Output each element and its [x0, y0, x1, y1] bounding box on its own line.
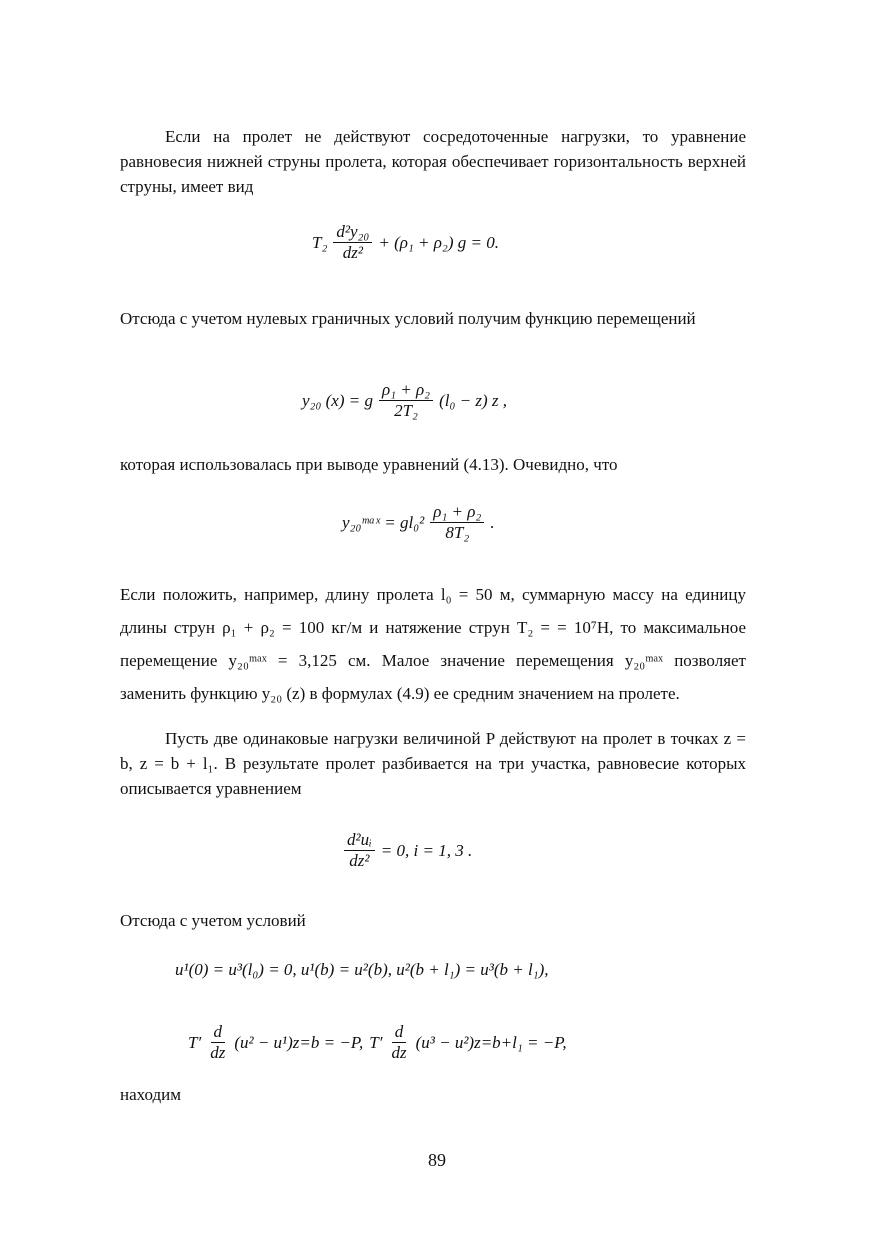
page-number: 89 [428, 1150, 446, 1170]
eq1-denominator: dz² [342, 243, 363, 262]
eq3-fraction [430, 502, 484, 543]
eq2-denominator: 2T₂ [394, 401, 418, 420]
eq6-denominator-2: dz [391, 1043, 407, 1062]
eq3-rest: . [490, 512, 495, 532]
eq6-coefficient-1: T′ [188, 1032, 202, 1052]
paragraph-4: Если положить, например, длину пролета l₀ = 50 м, суммарную массу на единицу длины струн ρ₁ + ρ₂ = 100 кг/м и натяжение струн T₂ = = 10⁷Н, то максимальное перемещение y₂₀ᵐᵃˣ = 3,125 см. Малое значение перемещения y₂₀ᵐᵃˣ позволяет заменить функцию y₂₀ (z) в формулах (4.9) ее средним значением на пролете. [120, 585, 746, 703]
equation-3 [342, 502, 495, 543]
paragraph-2: Отсюда с учетом нулевых граничных условий получим функцию перемещений [120, 309, 696, 328]
eq4-denominator: dz² [349, 851, 370, 870]
eq6-fraction-1 [207, 1022, 228, 1063]
eq2-numerator: ρ₁ + ρ₂ [379, 380, 433, 401]
eq1-numerator: d²y₂₀ [333, 222, 372, 243]
eq1-lhs: T₂ [312, 232, 328, 252]
paragraph-1: Если на пролет не действуют сосредоточенные нагрузки, то уравнение равновесия нижней струны пролета, которая обеспечивает горизонтальность верхней струны, имеет вид [120, 127, 746, 196]
eq4-fraction [344, 830, 375, 871]
eq3-numerator: ρ₁ + ρ₂ [430, 502, 484, 523]
eq2-lhs: y₂₀ (x) = g [302, 390, 373, 410]
equation-1 [312, 222, 499, 263]
eq6-part-2: (u³ − u²)z=b+l₁ = −P, [415, 1032, 567, 1052]
paragraph-5: Пусть две одинаковые нагрузки величиной P действуют на пролет в точках z = b, z = b + l₁. В результате пролет разбивается на три участка, равновесие которых описывается уравнением [120, 729, 746, 798]
eq3-denominator: 8T₂ [445, 523, 470, 542]
eq2-fraction [379, 380, 433, 421]
eq4-rest: = 0, i = 1, 3 . [380, 840, 473, 860]
equation-2 [302, 380, 507, 421]
equation-6 [188, 1022, 567, 1063]
equation-5: u¹(0) = u³(l₀) = 0, u¹(b) = u²(b), u²(b + l₁) = u³(b + l₁), [175, 960, 549, 979]
eq6-denominator-1: dz [210, 1043, 226, 1062]
eq6-numerator-2: d [392, 1022, 407, 1043]
eq3-lhs: y₂₀ᵐᵃˣ = gl₀² [342, 512, 425, 532]
eq6-part-1: (u² − u¹)z=b = −P, [234, 1032, 364, 1052]
eq6-numerator-1: d [211, 1022, 226, 1043]
eq6-fraction-2 [388, 1022, 409, 1063]
paragraph-6: Отсюда с учетом условий [120, 911, 306, 930]
equation-4 [344, 830, 472, 871]
eq6-coefficient-2: T′ [369, 1032, 383, 1052]
eq1-fraction [333, 222, 372, 263]
eq4-numerator: d²uᵢ [344, 830, 375, 851]
paragraph-3: которая использовалась при выводе уравнений (4.13). Очевидно, что [120, 455, 618, 474]
eq2-rest: (l₀ − z) z , [439, 390, 508, 410]
paragraph-7: находим [120, 1085, 182, 1104]
eq1-rest: + (ρ₁ + ρ₂) g = 0. [378, 232, 499, 252]
